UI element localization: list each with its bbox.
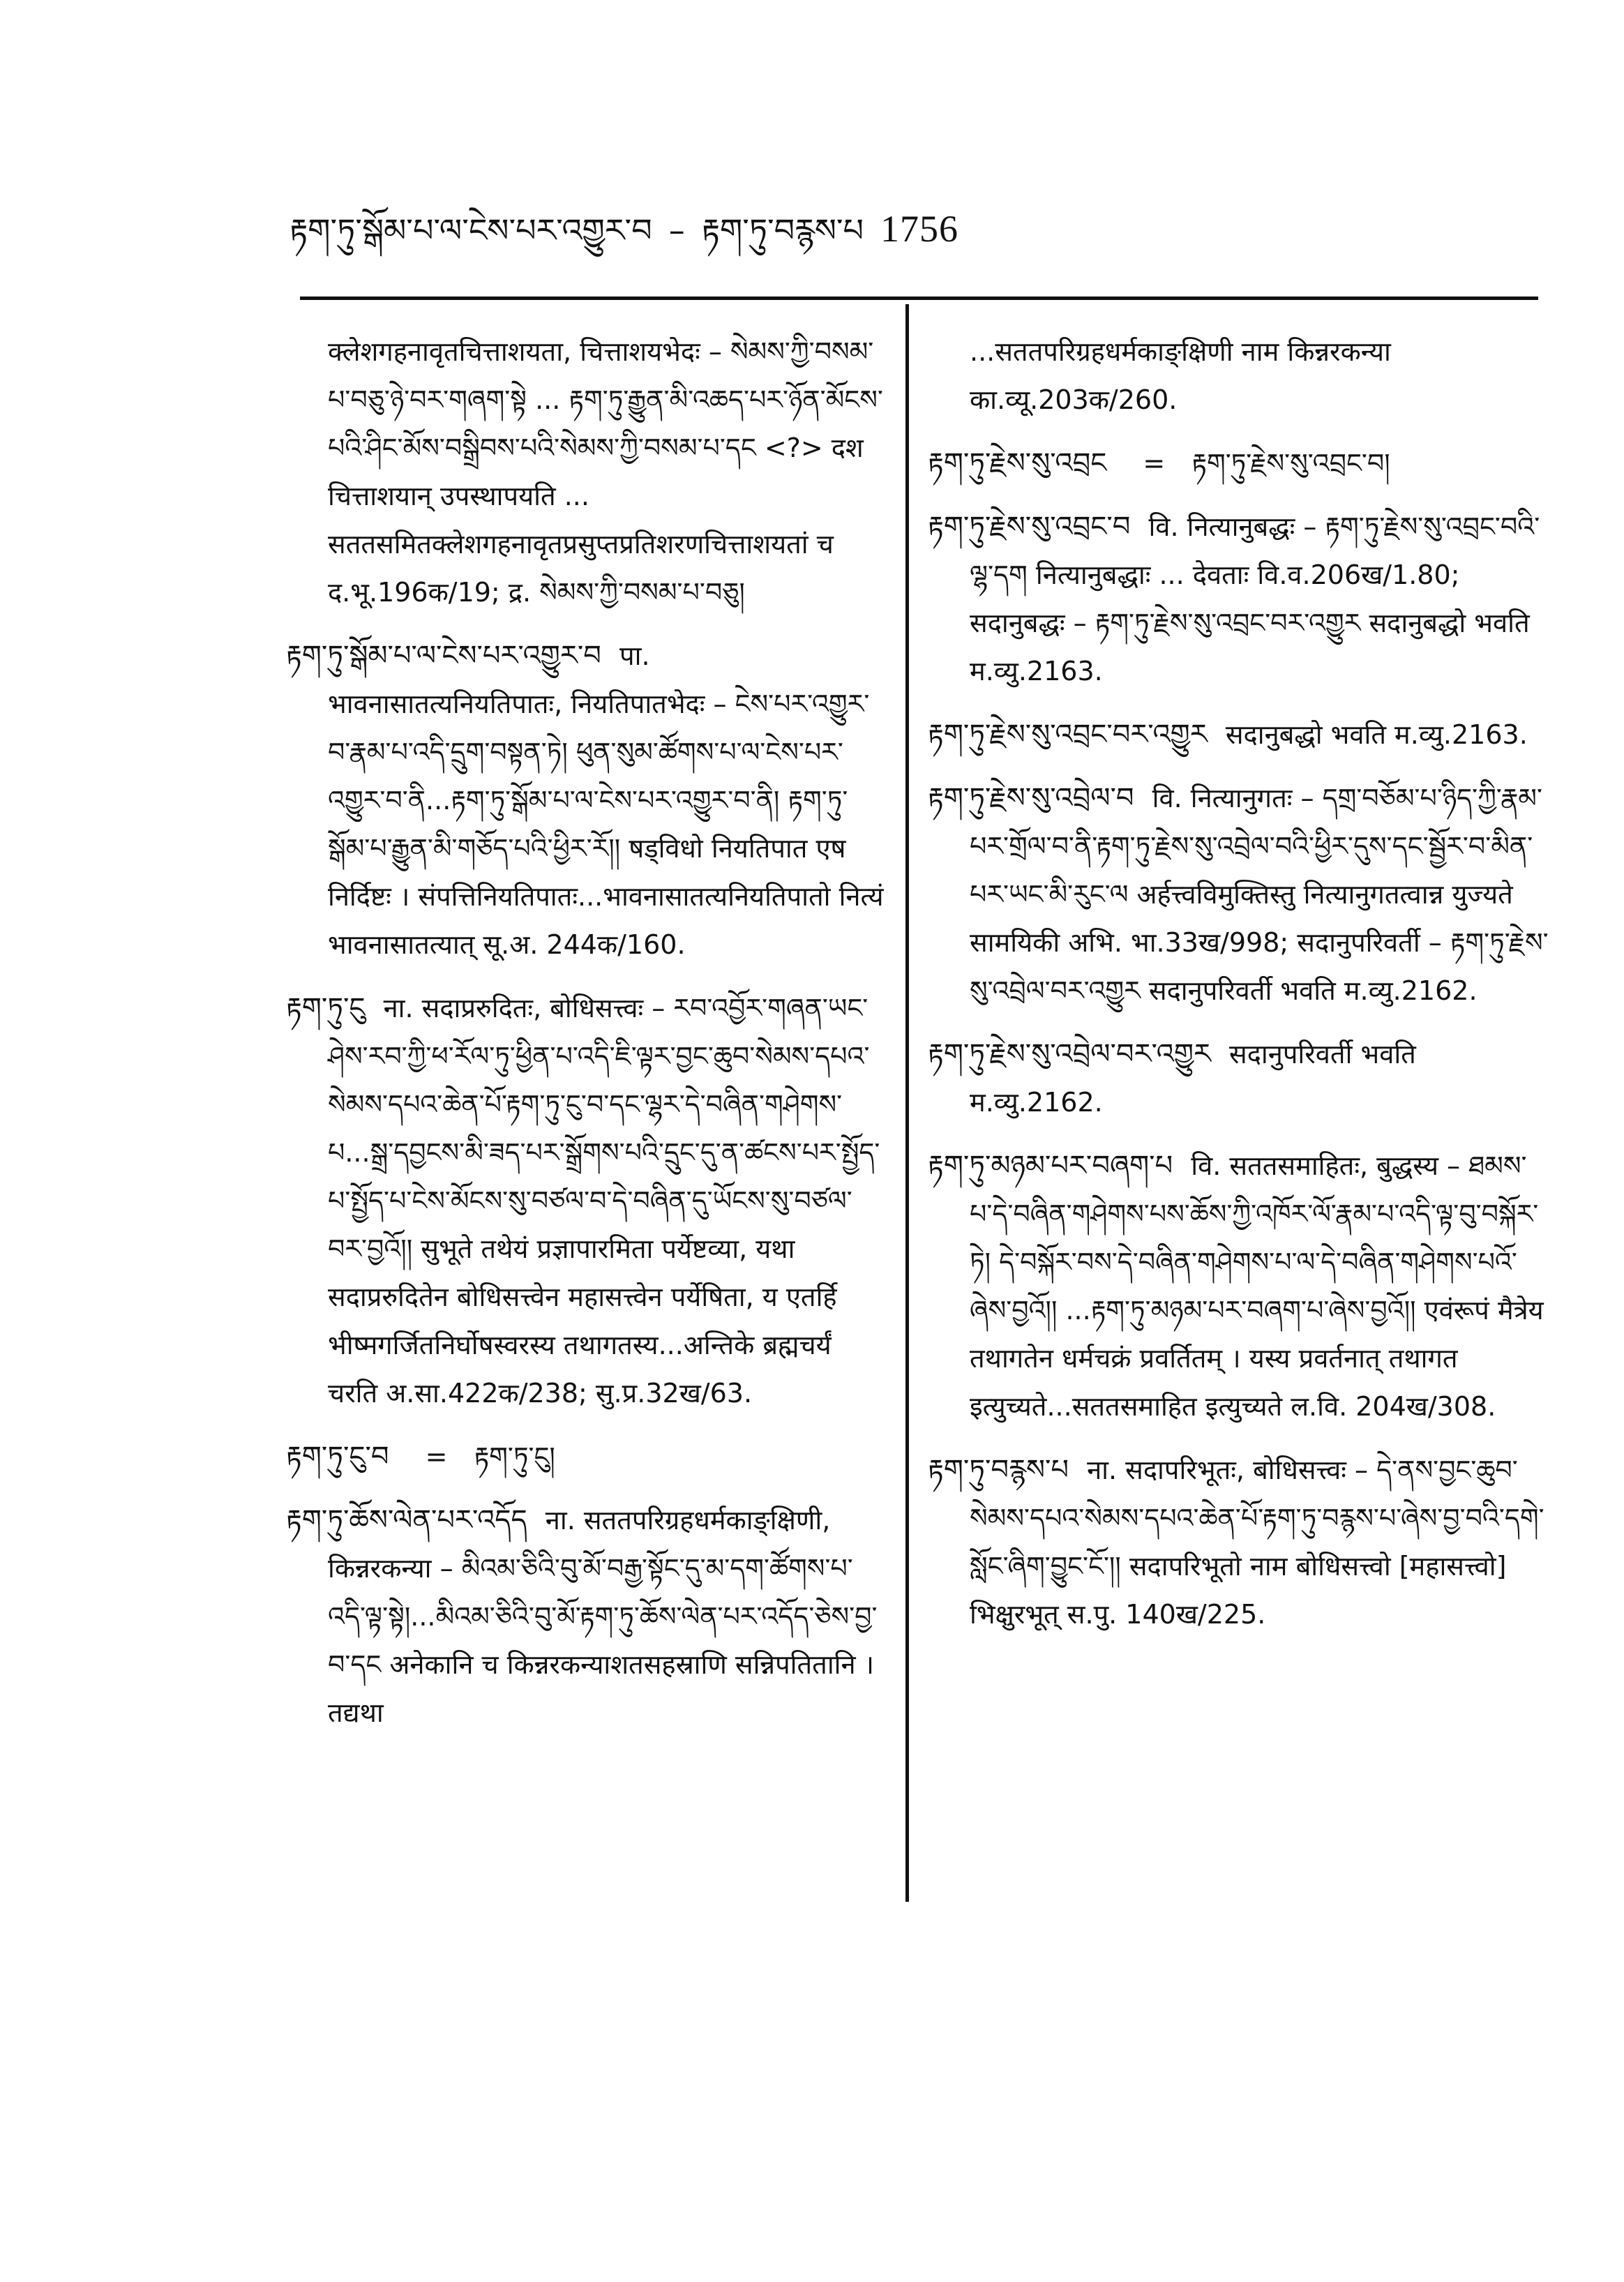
entry-text: सदानुबद्धो भवति म.व्यु.2163. xyxy=(1225,719,1528,750)
dictionary-entry xyxy=(928,503,1549,696)
entry-text: ना. सदापरिभूतः, बोधिसत्त्वः – དེ་ནས་བྱང་ཆུབ་སེམས་དཔའ་སེམས་དཔའ་ཆེན་པོ་རྟག་ཏུ་བརྙས་པ་ཞེས་བྱ་བའི་དགེ་སློང་ཞིག་བྱུང་ངོ་།། सदापरिभूतो नाम बोधिसत्त्वो [महासत्त्वो] भिक्षुरभूत् स.पु. 140ख/225. xyxy=(970,1455,1544,1630)
entry-headword: རྟག་ཏུ་རྗེས་སུ་འབྲེལ་བར་འགྱུར xyxy=(928,1038,1211,1070)
entry-text: सदानुपरिवर्ती भवति म.व्यु.2162. xyxy=(970,1039,1416,1118)
entry-text: རྟག་ཏུ་རྗེས་སུ་འབྲང་བ། xyxy=(1191,448,1390,479)
entry-headword: རྟག་ཏུ་རྗེས་སུ་འབྲང xyxy=(928,447,1107,479)
entry-headword: རྟག་ཏུ་བརྙས་པ xyxy=(928,1454,1069,1486)
entry-headword: རྟག་ཏུ་ངུ xyxy=(286,992,366,1024)
dictionary-entry xyxy=(928,440,1549,488)
dictionary-entry xyxy=(286,984,886,1418)
entry-headword: རྟག་ཏུ་ཆོས་ལེན་པར་འདོད xyxy=(286,1504,527,1536)
entry-equals: = xyxy=(425,1441,448,1472)
entry-headword: རྟག་ཏུ་རྗེས་སུ་འབྲེལ་བ xyxy=(928,782,1134,814)
dictionary-entry xyxy=(928,711,1549,759)
entry-headword: རྟག་ཏུ་ངུ་བ xyxy=(286,1441,389,1473)
entry-headword: རྟག་ཏུ་མཉམ་པར་བཞག་པ xyxy=(928,1150,1173,1182)
dictionary-entry xyxy=(286,1433,886,1481)
entry-text: ना. सततपरिग्रहधर्मकाङ्क्षिणी, किन्नरकन्या – མིའམ་ཅིའི་བུ་མོ་བརྒྱ་སྟོང་དུ་མ་དག་ཚོགས་པ་འདི་ལྟ་སྟེ།...མིའམ་ཅིའི་བུ་མོ་རྟག་ཏུ་ཆོས་ལེན་པར་འདོད་ཅེས་བྱ་བ་དང अनेकानि च किन्नरकन्याशतसहस्राणि सन्निपतितानि । तद्यथा xyxy=(328,1505,878,1728)
entry-text: पा. भावनासातत्यनियतिपातः, नियतिपातभेदः – ངེས་པར་འགྱུར་བ་རྣམ་པ་འདི་དྲུག་བསྟན་ཏེ། ཕུན་སུམ་ཚོགས་པ་ལ་ངེས་པར་འགྱུར་བ་ནི...རྟག་ཏུ་སྒོམ་པ་ལ་ངེས་པར་འགྱུར་བ་ནི། རྟག་ཏུ་སྒོམ་པ་རྒྱུན་མི་གཅོད་པའི་ཕྱིར་རོ།། षड्विधो नियतिपात एष निर्दिष्टः । संपत्तिनियतिपातः...भावनासातत्यनियतिपातो नित्यं भावनासातत्यात् सू.अ. 244क/160. xyxy=(328,640,884,960)
page-number: 1756 xyxy=(880,208,959,250)
running-header xyxy=(290,195,1441,258)
dictionary-entry xyxy=(286,328,886,617)
dictionary-entry xyxy=(928,1142,1549,1431)
entry-text: ...सततपरिग्रहधर्मकाङ्क्षिणी नाम किन्नरकन्या का.व्यू.203क/260. xyxy=(970,336,1391,415)
header-range-end: རྟག་ཏུ་བརྙས་པ xyxy=(701,211,864,249)
header-range-start: རྟག་ཏུ་སྒོམ་པ་ལ་ངེས་པར་འགྱུར་བ xyxy=(290,211,652,249)
header-rule xyxy=(300,296,1538,300)
left-column xyxy=(286,328,886,1752)
entry-headword: རྟག་ཏུ་རྗེས་སུ་འབྲང་བར་འགྱུར xyxy=(928,719,1208,751)
right-column xyxy=(928,328,1549,1654)
dictionary-entry xyxy=(928,774,1549,1015)
entry-text: वि. सततसमाहितः, बुद्धस्य – ཐམས་པ་དེ་བཞིན་གཤེགས་པས་ཆོས་ཀྱི་འཁོར་ལོ་རྣམ་པ་འདི་ལྟ་བུ་བསྐོར་ཏེ། དེ་བསྐོར་བས་དེ་བཞིན་གཤེགས་པ་ལ་དེ་བཞིན་གཤེགས་པའོ་ཞེས་བྱའོ།། ...རྟག་ཏུ་མཉམ་པར་བཞག་པ་ཞེས་བྱའོ།། एवंरूपं मैत्रेय तथागतेन धर्मचक्रं प्रवर्तितम् । यस्य प्रवर्तनात् तथागत इत्युच्यते...सततसमाहित इत्युच्यते ल.वि. 204ख/308. xyxy=(970,1150,1544,1422)
dictionary-entry xyxy=(928,1446,1549,1639)
entry-text: क्लेशगहनावृतचित्ताशयता, चित्ताशयभेदः – སེམས་ཀྱི་བསམ་པ་བཅུ་ཉེ་བར་གཞག་སྟེ ... རྟག་ཏུ་རྒྱུན་མི་འཆད་པར་ཉོན་མོངས་པའི་ཤིང་མོས་བསྒྲིབས་པའི་སེམས་ཀྱི་བསམ་པ་དང <?> दश चित्ताशयान् उपस्थापयति ... सततसमितक्लेशगहनावृतप्रसुप्तप्रतिशरणचित्ताशयतां च द.भू.196क/19; द्र. སེམས་ཀྱི་བསམ་པ་བཅུ། xyxy=(328,336,883,608)
column-divider xyxy=(905,304,909,1902)
entry-text: ना. सदाप्ररुदितः, बोधिसत्त्वः – རབ་འབྱོར་གཞན་ཡང་ཤེས་རབ་ཀྱི་ཕ་རོལ་ཏུ་ཕྱིན་པ་འདི་ཇི་ལྟར་བྱང་ཆུབ་སེམས་དཔའ་སེམས་དཔའ་ཆེན་པོ་རྟག་ཏུ་ངུ་བ་དང་ལྷར་དེ་བཞིན་གཤེགས་པ...སྒྲ་དབྱངས་མི་ཟད་པར་སྒྲོགས་པའི་དྲུང་དུ་ན་ཚངས་པར་སྤྱོད་པ་སྤྱོད་པ་ངེས་མོངས་སུ་བཙལ་བ་དེ་བཞིན་དུ་ཡོངས་སུ་བཙལ་བར་བྱའོ།། सुभूते तथेयं प्रज्ञापारमिता पर्येष्टव्या, यथा सदाप्ररुदितेन बोधिसत्त्वेन महासत्त्वेन पर्येषिता, य एतर्हि भीष्मगर्जितनिर्घोषस्वरस्य तथागतस्य...अन्तिके ब्रह्मचर्यं चरति अ.सा.422क/238; सु.प्र.32ख/63. xyxy=(328,993,880,1409)
dictionary-entry xyxy=(928,328,1549,424)
dictionary-entry xyxy=(286,1496,886,1737)
entry-text: वि. नित्यानुबद्धः – རྟག་ཏུ་རྗེས་སུ་འབྲང་བའི་ལྷ་དག नित्यानुबद्धाः ... देवताः वि.व.206ख/1.80; सदानुबद्धः – རྟག་ཏུ་རྗེས་སུ་འབྲང་བར་འགྱུར सदानुबद्धो भवति म.व्यु.2163. xyxy=(970,511,1540,686)
entry-text: वि. नित्यानुगतः – དགྲ་བཅོམ་པ་ཉིད་ཀྱི་རྣམ་པར་གྲོལ་བ་ནི་རྟག་ཏུ་རྗེས་སུ་འབྲེལ་བའི་ཕྱིར་དུས་དང་སྦྱོར་བ་མིན་པར་ཡང་མི་རུང་ལ अर्हत्त्वविमुक्तिस्तु नित्यानुगतत्वान्न युज्यते सामयिकी अभि. भा.33ख/998; सदानुपरिवर्ती – རྟག་ཏུ་རྗེས་སུ་འབྲེལ་བར་འགྱུར सदानुपरिवर्ती भवति म.व्यु.2162. xyxy=(970,783,1549,1006)
dictionary-entry xyxy=(928,1030,1549,1127)
entry-headword: རྟག་ཏུ་སྒོམ་པ་ལ་ངེས་པར་འགྱུར་བ xyxy=(286,640,601,672)
entry-text: རྟག་ཏུ་ངུ། xyxy=(474,1441,555,1472)
header-dash: – xyxy=(668,211,685,249)
entry-headword: རྟག་ཏུ་རྗེས་སུ་འབྲང་བ xyxy=(928,511,1131,543)
entry-equals: = xyxy=(1143,448,1166,479)
dictionary-entry xyxy=(286,632,886,969)
